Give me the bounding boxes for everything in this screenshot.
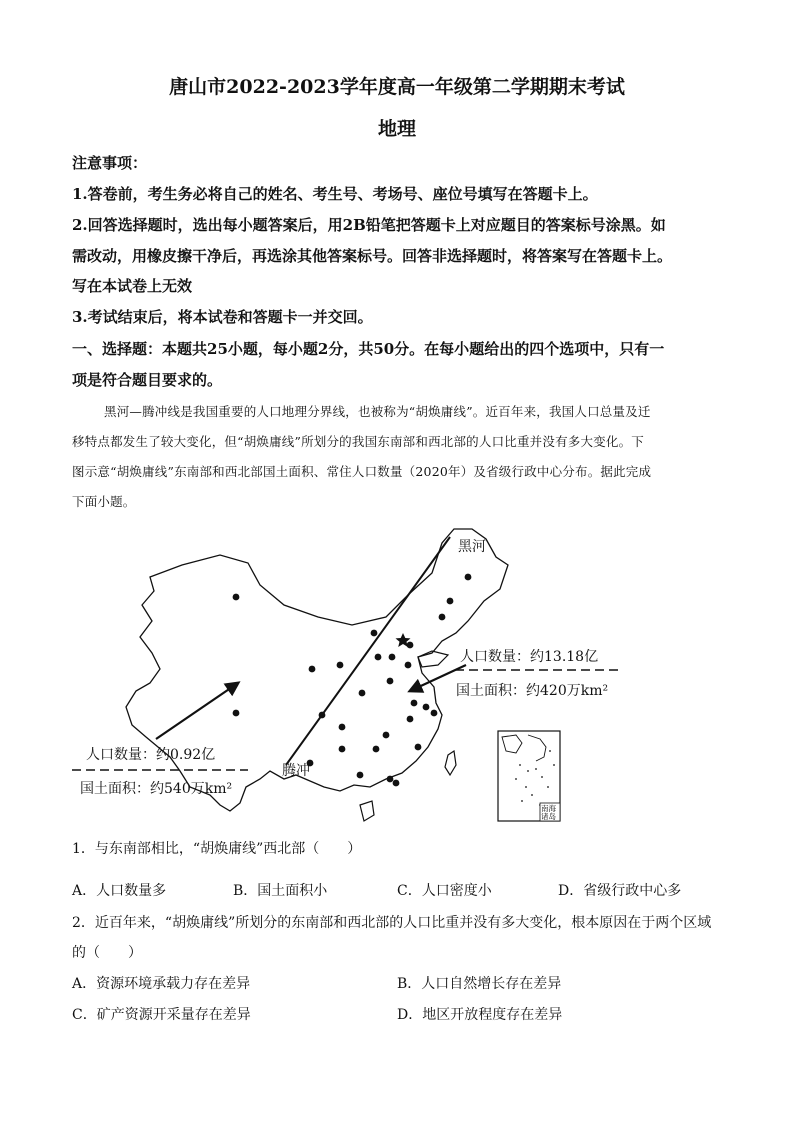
material-line-4: 下面小题。 — [72, 494, 136, 509]
question-2-stem-line-2: 的（ ） — [72, 945, 142, 961]
capital-dot — [339, 724, 346, 731]
capital-dot — [337, 662, 344, 669]
material-line-1: 黑河—腾冲线是我国重要的人口地理分界线，也被称为“胡焕庸线”。近百年来，我国人口总量及迁 — [104, 404, 651, 419]
notice-heading: 注意事项： — [72, 154, 148, 172]
capital-dot — [309, 666, 316, 673]
notice-item-1: 1.答卷前，考生务必将自己的姓名、考生号、考场号、座位号填写在答题卡上。 — [72, 185, 598, 203]
inset-label: 诸岛 — [541, 812, 556, 821]
northwest-arrow — [156, 683, 238, 739]
capital-dot — [387, 678, 394, 685]
capital-dot — [375, 654, 382, 661]
material-line-3: 图示意“胡焕庸线”东南部和西北部国土面积、常住人口数量（2020年）及省级行政中心分布。据此完成 — [72, 464, 652, 479]
question-1-option-b[interactable]: B．国土面积小 — [233, 883, 328, 899]
capital-dot — [439, 614, 446, 621]
material-line-2: 移特点都发生了较大变化，但“胡焕庸线”所划分的我国东南部和西北部的人口比重并没有多大变化。下 — [72, 434, 644, 449]
capital-dot — [465, 574, 472, 581]
capital-dot — [359, 690, 366, 697]
notice-item-2-line-2: 需改动，用橡皮擦干净后，再选涂其他答案标号。回答非选择题时，将答案写在答题卡上。 — [72, 247, 673, 265]
question-1-option-a[interactable]: A．人口数量多 — [72, 883, 167, 899]
capital-dot — [383, 732, 390, 739]
question-2-option-c[interactable]: C．矿产资源开采量存在差异 — [72, 1007, 251, 1023]
question-1-option-d[interactable]: D．省级行政中心多 — [558, 883, 682, 899]
notice-item-2-line-1: 2.回答选择题时，选出每小题答案后，用2B铅笔把答题卡上对应题目的答案标号涂黑。如 — [72, 216, 666, 234]
label-heihe: 黑河 — [458, 539, 486, 555]
question-2-stem-line-1: 2．近百年来，“胡焕庸线”所划分的东南部和西北部的人口比重并没有多大变化，根本原因在于两个区域 — [72, 915, 712, 931]
capital-dot — [387, 776, 394, 783]
notice-item-3: 3.考试结束后，将本试卷和答题卡一并交回。 — [72, 308, 373, 326]
capital-dot — [411, 700, 418, 707]
hu-line-map — [70, 525, 740, 830]
capital-dot — [407, 716, 414, 723]
se-population-label: 人口数量：约13.18亿 — [460, 649, 599, 665]
inset-coast — [502, 735, 522, 753]
label-tengchong: 腾冲 — [282, 763, 310, 779]
section-heading-line-2: 项是符合题目要求的。 — [72, 371, 223, 389]
nw-area-label: 国土面积：约540万km² — [80, 781, 233, 797]
question-1-option-c[interactable]: C．人口密度小 — [397, 883, 492, 899]
question-2-option-a[interactable]: A．资源环境承载力存在差异 — [72, 976, 251, 992]
capital-dot — [393, 780, 400, 787]
nw-population-label: 人口数量：约0.92亿 — [86, 747, 216, 763]
taiwan-island — [445, 751, 456, 775]
inset-coast — [528, 735, 546, 761]
question-2-option-d[interactable]: D．地区开放程度存在差异 — [397, 1007, 563, 1023]
section-heading-line-1: 一、选择题：本题共25小题，每小题2分，共50分。在每小题给出的四个选项中，只有一 — [72, 340, 665, 358]
subject-title: 地理 — [377, 118, 416, 140]
south-china-sea-inset — [498, 731, 560, 821]
notice-item-2-line-3: 写在本试卷上无效 — [72, 277, 193, 295]
capital-dot — [371, 630, 378, 637]
capital-dot — [415, 744, 422, 751]
inset-label: 南海 — [541, 804, 556, 813]
capital-dot — [447, 598, 454, 605]
capital-dot — [233, 594, 240, 601]
question-2-option-b[interactable]: B．人口自然增长存在差异 — [397, 976, 562, 992]
hu-huanyong-line — [286, 537, 450, 765]
capital-dot — [233, 710, 240, 717]
se-area-label: 国土面积：约420万km² — [456, 683, 609, 699]
hainan-island — [360, 801, 374, 821]
capital-dot — [319, 712, 326, 719]
exam-title: 唐山市2022-2023学年度高一年级第二学期期末考试 — [169, 76, 625, 98]
capital-dot — [357, 772, 364, 779]
china-outline — [126, 529, 508, 811]
capital-dot — [389, 654, 396, 661]
capital-dot — [405, 662, 412, 669]
question-1-stem: 1．与东南部相比，“胡焕庸线”西北部（ ） — [72, 841, 362, 857]
capital-dot — [373, 746, 380, 753]
capital-dot — [431, 710, 438, 717]
shandong-peninsula — [418, 651, 448, 667]
capital-dot — [339, 746, 346, 753]
capital-dot — [407, 642, 414, 649]
capital-dot — [423, 704, 430, 711]
